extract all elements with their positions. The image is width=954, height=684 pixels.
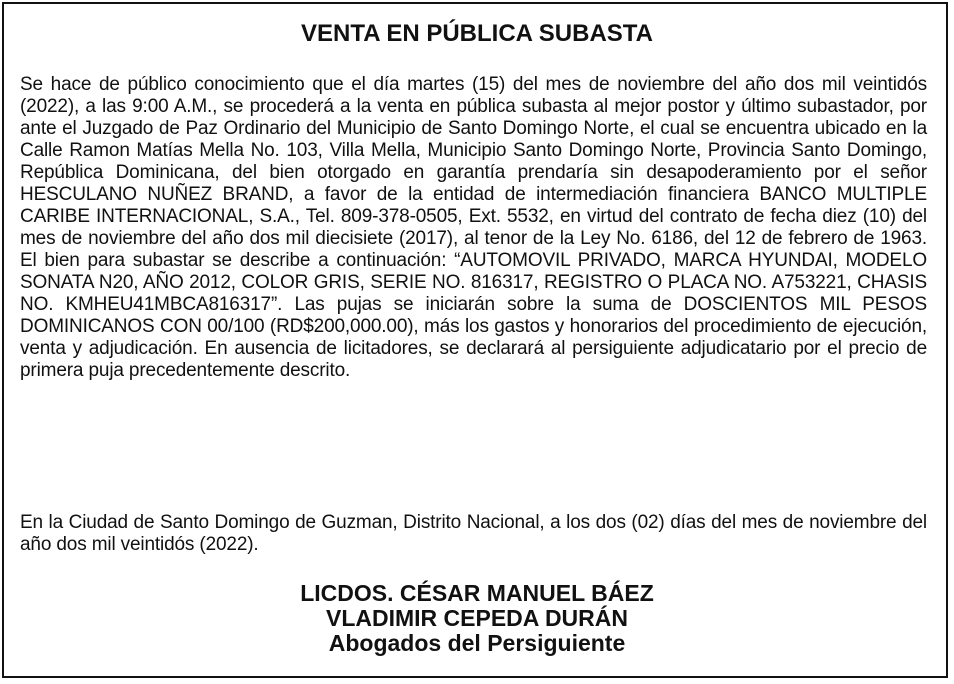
signature-attorney-2: VLADIMIR CEPEDA DURÁN	[326, 605, 628, 631]
notice-paragraph-main: Se hace de público conocimiento que el día martes (15) del mes de noviembre del año dos mil veintidós (2022), a las 9:00 A.M., se procederá a la venta en pública subasta al mejor postor y último subastador, por ante el Juzgado de Paz Ordinario del Municipio de Santo Domingo Norte, el cual se encuentra ubicado en la Calle Ramon Matías Mella No. 103, Villa Mella, Municipio Santo Domingo Norte, Provincia Santo Domingo, República Dominicana, del bien otorgado en garantía prendaría sin desapoderamiento por el señor HESCULANO NUÑEZ BRAND, a favor de la entidad de intermediación financiera BANCO MULTIPLE CARIBE INTERNACIONAL, S.A., Tel. 809-378-0505, Ext. 5532, en virtud del contrato de fecha diez (10) del mes de noviembre del año dos mil diecisiete (2017), al tenor de la Ley No. 6186, del 12 de febrero de 1963. El bien para subastar se describe a continuación: “AUTOMOVIL PRIVADO, MARCA HYUNDAI, MODELO SONATA N20, AÑO 2012, COLOR GRIS, SERIE NO. 816317, REGISTRO O PLACA NO. A753221, CHASIS NO. KMHEU41MBCA816317”. Las pujas se iniciarán sobre la suma de DOSCIENTOS MIL PESOS DOMINICANOS CON 00/100 (RD$200,000.00), más los gastos y honorarios del procedimiento de ejecución, venta y adjudicación. En ausencia de licitadores, se declarará al persiguiente adjudicatario por el precio de primera puja precedentemente descrito.	[20, 74, 927, 381]
notice-paragraph-date: En la Ciudad de Santo Domingo de Guzman, Distrito Nacional, a los dos (02) días del mes de noviembre del año dos mil veintidós (2022).	[20, 512, 927, 555]
notice-title: VENTA EN PÚBLICA SUBASTA	[300, 20, 653, 47]
signature-attorney-1: LICDOS. CÉSAR MANUEL BÁEZ	[300, 580, 654, 606]
signature-role: Abogados del Persiguiente	[328, 630, 626, 656]
